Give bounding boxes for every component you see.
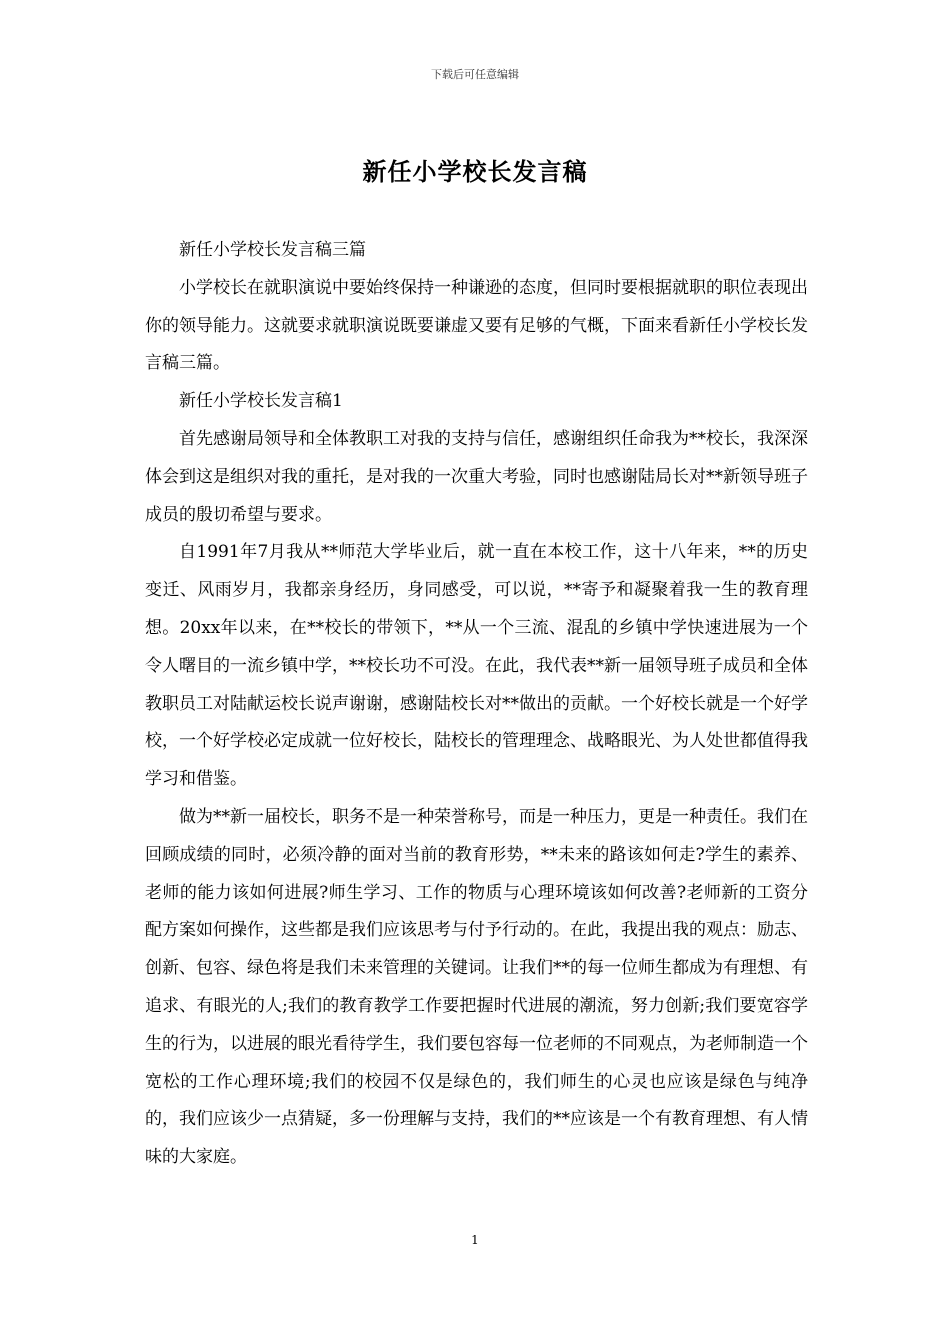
paragraph: 做为**新一届校长，职务不是一种荣誉称号，而是一种压力，更是一种责任。我们在回顾成绩的同时，必须冷静的面对当前的教育形势，**未来的路该如何走?学生的素养、老师的能力该如何进展?师生学习、工作的物质与心理环境该如何改善?老师新的工资分配方案如何操作，这些都是我们应该思考与付予行动的。在此，我提出我的观点：励志、创新、包容、绿色将是我们未来管理的关键词。让我们**的每一位师生都成为有理想、有追求、有眼光的人;我们的教育教学工作要把握时代进展的潮流，努力创新;我们要宽容学生的行为，以进展的眼光看待学生，我们要包容每一位老师的不同观点，为老师制造一个宽松的工作心理环境;我们的校园不仅是绿色的，我们师生的心灵也应该是绿色与纯净的，我们应该少一点猜疑，多一份理解与支持，我们的**应该是一个有教育理想、有人情味的大家庭。 [145, 806, 808, 1168]
paragraph: 自1991年7月我从**师范大学毕业后，就一直在本校工作，这十八年来，**的历史变迁、风雨岁月，我都亲身经历，身同感受，可以说，**寄予和凝聚着我一生的教育理想。20xx年以来，在**校长的带领下，**从一个三流、混乱的乡镇中学快速进展为一个令人曙目的一流乡镇中学，**校长功不可没。在此，我代表**新一届领导班子成员和全体教职员工对陆献运校长说声谢谢，感谢陆校长对**做出的贡献。一个好校长就是一个好学校，一个好学校必定成就一位好校长，陆校长的管理理念、战略眼光、为人处世都值得我学习和借鉴。 [145, 542, 808, 790]
paragraph-section-heading: 新任小学校长发言稿1 [179, 391, 343, 412]
document-body [145, 232, 808, 1177]
paragraph: 首先感谢局领导和全体教职工对我的支持与信任，感谢组织任命我为**校长，我深深体会到这是组织对我的重托，是对我的一次重大考验，同时也感谢陆局长对**新领导班子成员的殷切希望与要求。 [145, 428, 808, 525]
paragraph-intro: 小学校长在就职演说中要始终保持一种谦逊的态度，但同时要根据就职的职位表现出你的领导能力。这就要求就职演说既要谦虚又要有足够的气概，下面来看新任小学校长发言稿三篇。 [145, 277, 808, 374]
paragraph-subtitle: 新任小学校长发言稿三篇 [179, 240, 366, 260]
header-note: 下载后可任意编辑 [431, 68, 519, 81]
document-title: 新任小学校长发言稿 [362, 157, 588, 186]
page-number: 1 [471, 1233, 479, 1247]
